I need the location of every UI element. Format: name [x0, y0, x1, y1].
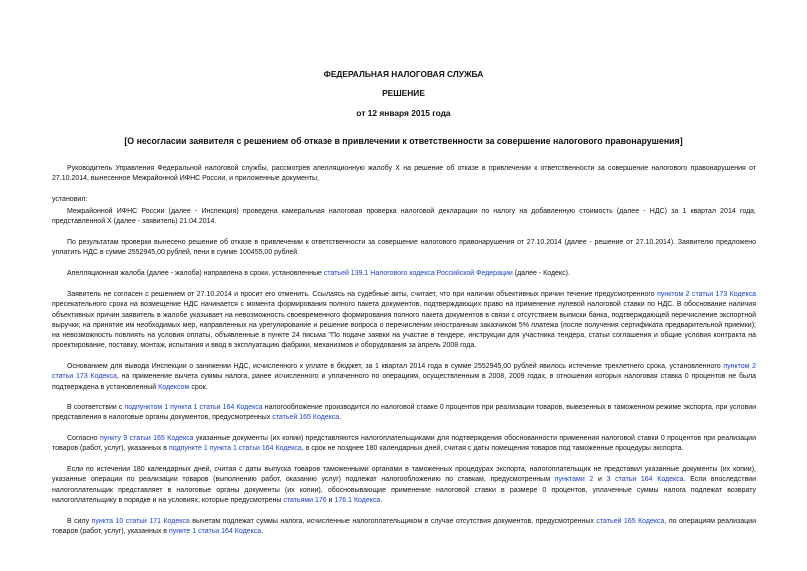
paragraph-appeal: Апелляционная жалоба (далее - жалоба) направлена в сроки, установленные статьей 139.1 Налогового кодекса Российской Федерации (далее - Кодекс). — [67, 270, 570, 277]
link-article-165[interactable]: статьей 165 Кодекса — [272, 414, 340, 422]
document-subject: [О несогласии заявителя с решением об отказе в привлечении к ответственности за совершение налогового правонарушения] — [124, 136, 683, 146]
link-article-171-p10[interactable]: пункта 10 статьи 171 Кодекса — [91, 518, 190, 525]
paragraph-results: По результатам проверки вынесено решение об отказе в привлечении к ответственности за совершение налогового правонарушения от 27.10.2014 (далее - решение от 27.10.2014). Заявителю предложено уплатить НДС в сумме 2552945,00 рублей, пени в сумме 100455,00 рублей. — [52, 239, 756, 257]
link-article-164-pp1[interactable]: подпунктом 1 пункта 1 статьи 164 Кодекса — [124, 404, 263, 411]
link-article-164-p2[interactable]: пунктами 2 — [554, 476, 594, 484]
link-article-139-1[interactable]: статьей 139.1 Налогового кодекса Российской Федерации — [323, 270, 513, 277]
agency-title: ФЕДЕРАЛЬНАЯ НАЛОГОВАЯ СЛУЖБА — [323, 69, 484, 79]
document-type: РЕШЕНИЕ — [382, 88, 425, 98]
paragraph-established: установил: — [52, 196, 88, 203]
link-article-176[interactable]: статьями 176 — [283, 496, 327, 504]
paragraph-zero-rate: В соответствии с подпунктом 1 пункта 1 статьи 164 Кодекса налогообложение производится по налоговой ставке 0 процентов при реализации товаров, вывезенных в таможенном режиме экспорта, при условии представления в налоговые органы документов, предусмотренных статьей 165 Кодекса. — [52, 404, 757, 422]
link-article-164-p3[interactable]: 3 статьи 164 Кодекса — [606, 476, 684, 484]
document-date: от 12 января 2015 года — [356, 108, 451, 118]
link-article-173-p2-second[interactable]: пунктом 2 статьи 173 Кодекса — [52, 363, 757, 381]
paragraph-audit: Межрайонной ИФНС России (далее - Инспекция) проведена камеральная налоговая проверка налоговой декларации по налогу на добавленную стоимость (далее - НДС) за 1 квартал 2014 года, представленной Х (далее - заявитель) 21.04.2014. — [52, 208, 756, 226]
paragraph-180-days: Если по истечении 180 календарных дней, считая с даты выпуска товаров таможенными органами в таможенных процедурах экспорта, налогоплательщик не представил указанные документы (их копии), указанные операции по реализации товаров (выполнению работ, оказанию услуг) подлежат налогообложению по ставкам, предусмотренным пунктами 2 и 3 статьи 164 Кодекса. Если впоследствии налогоплательщик представляет в налоговые органы документы (их копии), обосновывающие применение налоговой ставки в размере 0 процентов, уплаченные суммы налога подлежат возврату налогоплательщику в порядке и на условиях, которые предусмотрены статьями 176 и 176.1 Кодекса. — [52, 466, 756, 504]
paragraph-grounds: Основанием для вывода Инспекции о занижении НДС, исчисленного к уплате в бюджет, за 1 квартал 2014 года в сумме 2552945,00 рублей явилось истечение трехлетнего срока, установленного пунктом 2 статьи 173 Кодекса, на применение вычета суммы налога, ранее исчисленного и уплаченного по операциям, осуществленным в 2008, 2009 годах, в отношении которых налоговая ставка 0 процентов не была подтверждена в установленный Кодексом срок. — [52, 363, 757, 391]
link-article-165-second[interactable]: статьей 165 Кодекса — [596, 518, 665, 525]
link-article-164-pp1-second[interactable]: подпункте 1 пункта 1 статьи 164 Кодекса — [168, 445, 302, 453]
paragraph-documents-deadline: Согласно пункту 9 статьи 165 Кодекса указанные документы (их копии) представляются налогоплательщиками для подтверждения обоснованности применения налоговой ставки 0 процентов при реализации товаров (работ, услуг), указанных в подпункте 1 пункта 1 статьи 164 Кодекса, в срок не позднее 180 календарных дней, считая с даты помещения товаров под таможенные процедуры экспорта. — [52, 435, 757, 453]
link-code[interactable]: Кодексом — [158, 383, 190, 391]
paragraph-deductions: В силу пункта 10 статьи 171 Кодекса вычетам подлежат суммы налога, исчисленные налогоплательщиком в случае отсутствия документов, предусмотренных статьей 165 Кодекса, по операциям реализации товаров (работ, услуг), указанных в пункте 1 статьи 164 Кодекса. — [52, 518, 756, 536]
link-article-176-1[interactable]: 176.1 Кодекса — [334, 496, 381, 504]
link-article-165-p9[interactable]: пункту 9 статьи 165 Кодекса — [99, 435, 194, 442]
link-article-164-p1[interactable]: пункте 1 статьи 164 Кодекса — [168, 528, 262, 536]
paragraph-intro: Руководитель Управления Федеральной налоговой службы, рассмотрев апелляционную жалобу Х на решение об отказе в привлечении к ответственности за совершение налогового правонарушения от 27.10.2014, вынесенное Межрайонной ИФНС России, и приложенные документы, — [52, 165, 756, 183]
paragraph-disagreement: Заявитель не согласен с решением от 27.10.2014 и просит его отменить. Ссылаясь на судебные акты, считает, что при наличии объективных причин течение предусмотренного пунктом 2 статьи 173 Кодекса пресекательного срока на возмещение НДС начинается с момента формирования полного пакета документов, подтверждающих право на применение нулевой налоговой ставки по НДС. В обоснование наличия объективных причин заявитель в жалобе указывает на невозможность своевременного формирования полного пакета документов в связи с отсутствием выписки банка, подтверждающей перечисление экспортной выручки; на принятие им необходимых мер, направленных на урегулирование и решение вопроса о перечислении иностранным заказчиком 5% платежа (после получения сертификата предварительной приемки); на невозможность повлиять на условия оплаты, объявленные в пункте 24 письма "По подаче заявки на участие в тендере, инструкции для участника тендера, статьи соглашения и общие условия контракта на проектирование, поставку, монтаж, испытания и ввод в эксплуатацию фабрики, механизмов и оборудования за апрель 2008 года. — [52, 291, 756, 350]
link-article-173-p2[interactable]: пунктом 2 статьи 173 Кодекса — [657, 291, 756, 298]
